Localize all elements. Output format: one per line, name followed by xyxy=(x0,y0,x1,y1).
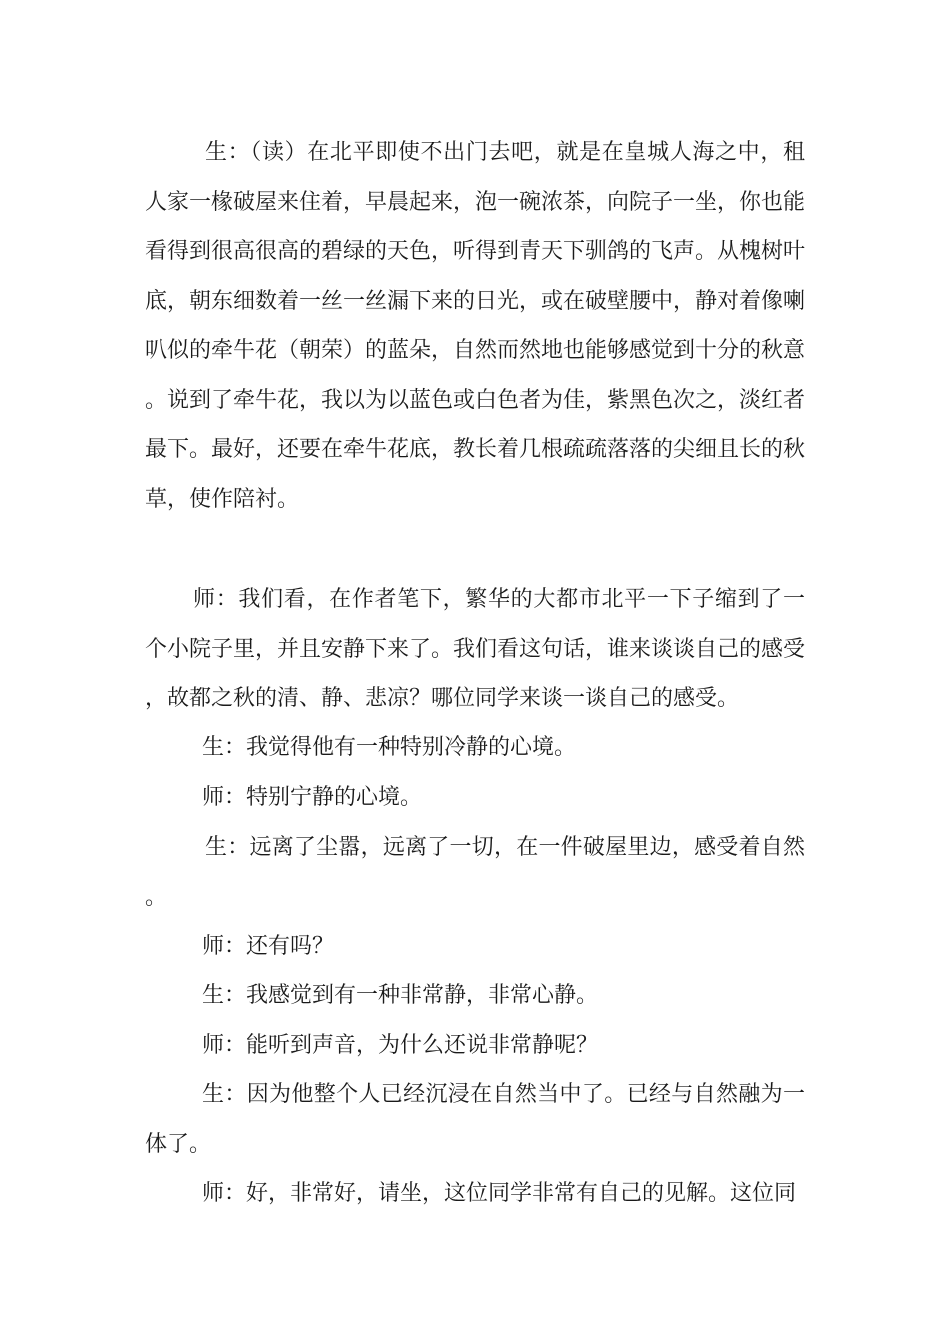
paragraph-teacher-reply-1: 师：特别宁静的心境。 xyxy=(202,785,423,810)
paragraph-student-answer-4: 生：因为他整个人已经沉浸在自然当中了。已经与自然融为一体了。 xyxy=(145,1082,805,1157)
paragraph-student-answer-1: 生：我觉得他有一种特别冷静的心境。 xyxy=(202,735,577,760)
paragraph-teacher-reply-3: 师：好，非常好，请坐，这位同学非常有自己的见解。这位同 xyxy=(202,1181,797,1206)
paragraph-teacher-question: 师：我们看，在作者笔下，繁华的大都市北平一下子缩到了一个小院子里，并且安静下来了。我们看这句话，谁来谈谈自己的感受，故都之秋的清、静、悲凉？哪位同学来谈一谈自己的感受。 xyxy=(145,587,806,711)
paragraph-teacher-question-2: 师：能听到声音，为什么还说非常静呢？ xyxy=(202,1033,599,1058)
paragraph-student-answer-3: 生：我感觉到有一种非常静，非常心静。 xyxy=(202,983,599,1008)
paragraph-teacher-reply-2: 师：还有吗？ xyxy=(202,934,335,959)
paragraph-student-answer-2: 生：远离了尘嚣，远离了一切，在一件破屋里边，感受着自然。 xyxy=(145,835,805,910)
paragraph-student-reading: 生：（读）在北平即使不出门去吧，就是在皇城人海之中，租人家一椽破屋来住着，早晨起来，泡一碗浓茶，向院子一坐，你也能看得到很高很高的碧绿的天色，听得到青天下驯鸽的飞声。从槐树叶底，朝东细数着一丝一丝漏下来的日光，或在破壁腰中，静对着像喇叭似的牵牛花（朝荣）的蓝朵，自然而然地也能够感觉到十分的秋意。说到了牵牛花，我以为以蓝色或白色者为佳，紫黑色次之，淡红者最下。最好，还要在牵牛花底，教长着几根疏疏落落的尖细且长的秋草，使作陪衬。 xyxy=(145,140,806,512)
